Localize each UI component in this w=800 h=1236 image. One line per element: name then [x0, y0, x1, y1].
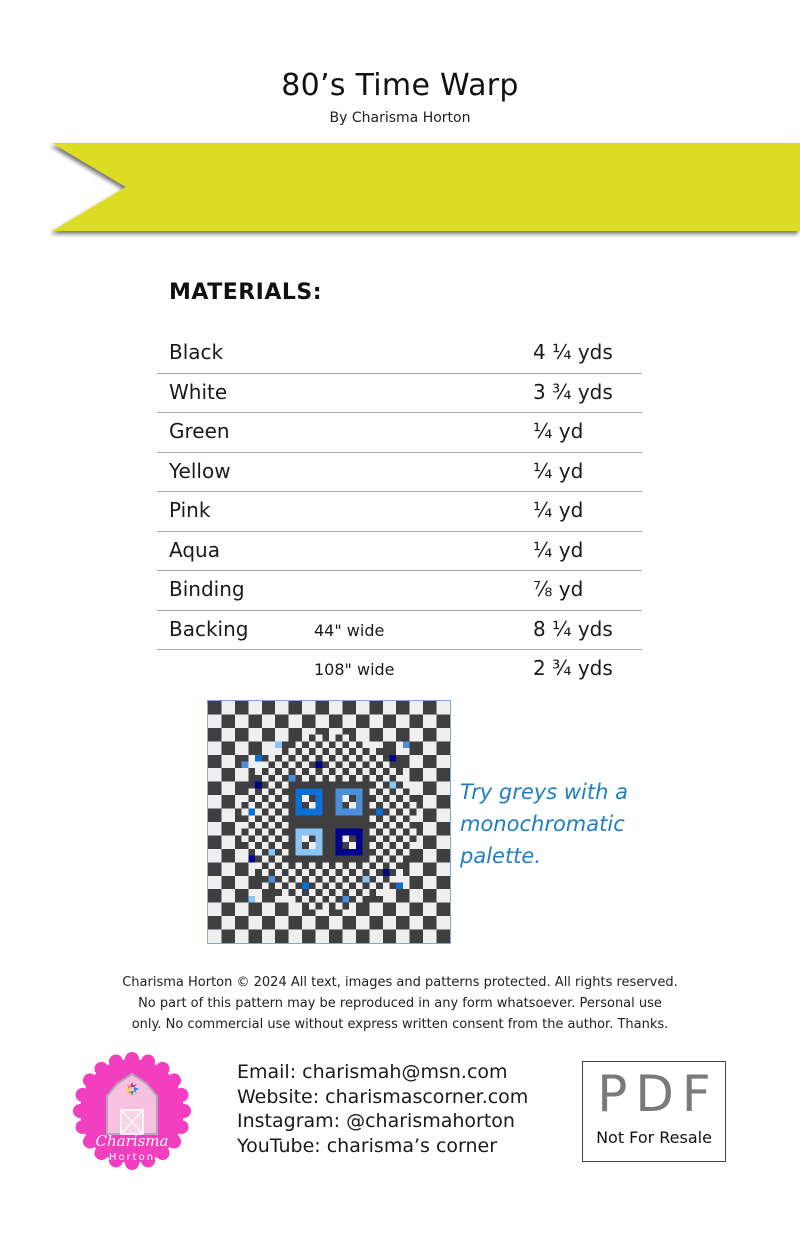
material-quantity: 8 ¼ yds: [533, 616, 613, 641]
materials-row: [157, 492, 642, 532]
material-quantity: ⅞ yd: [533, 577, 584, 601]
contact-website[interactable]: Website: charismascorner.com: [237, 1085, 529, 1108]
material-note: 44" wide: [314, 620, 385, 640]
svg-text:Charisma: Charisma: [95, 1132, 169, 1150]
pattern-byline: By Charisma Horton: [329, 110, 471, 126]
material-quantity: ¼ yd: [533, 458, 584, 483]
quilt-preview-image: [207, 700, 451, 944]
materials-row: [157, 374, 642, 414]
materials-table: [157, 334, 642, 689]
materials-row: [157, 413, 642, 453]
material-name: Backing: [169, 616, 249, 641]
svg-text:Horton: Horton: [108, 1152, 156, 1163]
material-quantity: ¼ yd: [533, 537, 584, 562]
tip-line-2: monochromatic: [460, 812, 625, 836]
material-quantity: ¼ yd: [533, 498, 584, 522]
contact-instagram[interactable]: Instagram: @charismahorton: [237, 1110, 515, 1132]
materials-row: [157, 532, 642, 572]
material-quantity: 2 ¾ yds: [533, 656, 613, 680]
material-name: Yellow: [169, 458, 231, 483]
copyright-notice: [100, 972, 700, 1035]
charisma-horton-logo: [73, 1052, 191, 1170]
materials-row: [157, 571, 642, 611]
material-name: White: [169, 379, 228, 404]
materials-row: [157, 334, 642, 374]
material-name: Binding: [169, 577, 245, 601]
contact-info: [237, 1060, 528, 1158]
material-name: Black: [169, 340, 224, 364]
copyright-line-1: Charisma Horton © 2024 All text, images and patterns protected. All rights reserved.: [122, 975, 678, 990]
yellow-banner-ribbon: [0, 138, 800, 238]
pdf-label: PDF: [597, 1065, 719, 1123]
materials-row: [157, 453, 642, 493]
contact-email[interactable]: Email: charismah@msn.com: [237, 1061, 508, 1083]
tip-line-3: palette.: [460, 844, 542, 868]
materials-heading: MATERIALS:: [169, 280, 323, 305]
material-quantity: ¼ yd: [533, 419, 584, 443]
pattern-title: 80’s Time Warp: [281, 68, 519, 103]
materials-row: [157, 611, 642, 651]
copyright-line-3: only. No commercial use without express written consent from the author. Thanks.: [131, 1017, 669, 1032]
materials-row: [157, 650, 642, 689]
not-for-resale-label: Not For Resale: [596, 1128, 712, 1147]
copyright-line-2: No part of this pattern may be reproduced in any form whatsoever. Personal use: [138, 996, 662, 1011]
material-name: Aqua: [169, 537, 220, 562]
contact-youtube[interactable]: YouTube: charisma’s corner: [237, 1134, 498, 1157]
tip-text: [460, 776, 660, 872]
material-quantity: 4 ¼ yds: [533, 340, 613, 364]
material-name: Pink: [169, 498, 211, 522]
material-quantity: 3 ¾ yds: [533, 379, 613, 404]
pdf-not-for-resale-stamp: [582, 1061, 726, 1162]
material-note: 108" wide: [314, 660, 395, 679]
tip-line-1: Try greys with a: [460, 780, 628, 804]
material-name: Green: [169, 419, 230, 443]
